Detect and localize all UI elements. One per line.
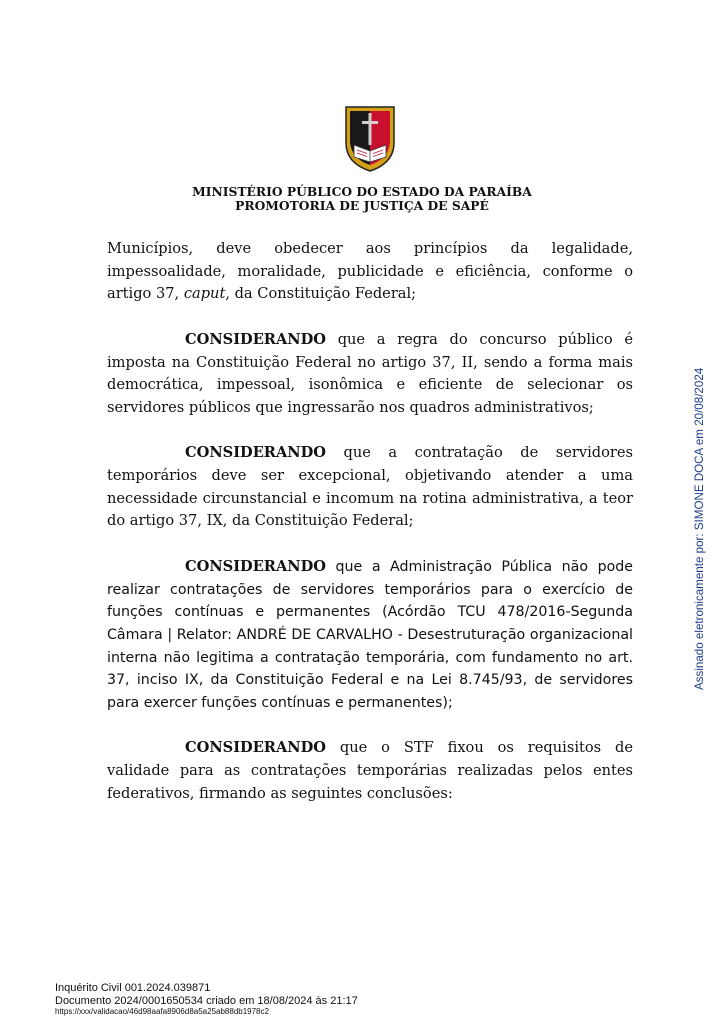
document-body [107,238,633,828]
paragraph-2-text: que a regra do concurso público é imposta na Constituição Federal no artigo 37, II, sendo a forma mais democrática, impessoal, isonômica e eficiente de selecionar os servidores públicos que ingressarão nos quadros administrativos; [107,330,633,416]
footer-inquiry: Inquérito Civil 001.2024.039871 [55,982,211,994]
paragraph-4-keyword: CONSIDERANDO [185,557,326,575]
footer-document-info: Documento 2024/0001650534 criado em 18/08/2024 às 21:17 [55,994,358,1007]
paragraph-4-text: que a Administração Pública não pode realizar contratações de servidores temporários para o exercício de funções contínuas e permanentes (Acórdão TCU 478/2016-Segunda Câmara | Relator: ANDRÉ DE CARVALHO - Desestruturação organizacional interna não legitima a contratação temporária, com fundamento no art. 37, inciso IX, da Constituição Federal e na Lei 8.745/93, de servidores para exercer funções contínuas e permanentes); [107,558,633,712]
paragraph-2-keyword: CONSIDERANDO [185,330,326,348]
document-header [0,185,724,213]
document-footer [55,982,358,1017]
paragraph-3 [107,442,633,533]
electronic-signature-note: Assinado eletronicamente por: SIMONE DOCA em 20/08/2024 [693,367,706,690]
mppb-emblem-icon [344,105,396,173]
paragraph-3-text: que a contratação de servidores temporários deve ser excepcional, objetivando atender a uma necessidade circunstancial e incomum na rotina administrativa, a teor do artigo 37, IX, da Constituição Federal; [107,444,633,530]
paragraph-4 [107,556,633,715]
footer-validation-link[interactable]: https://xxx/validacao/46d98aafa8906d8a5a25ab88db1978c2 [55,1007,269,1016]
paragraph-3-keyword: CONSIDERANDO [185,444,326,462]
paragraph-5-text: que o STF fixou os requisitos de validade para as contratações temporárias realizadas pelos entes federativos, firmando as seguintes conclusões: [107,739,633,802]
paragraph-1-text-b: , da Constituição Federal; [225,285,417,303]
paragraph-5 [107,737,633,805]
paragraph-1-text-a: Municípios, deve obedecer aos princípios da legalidade, impessoalidade, moralidade, publicidade e eficiência, conforme o artigo 37, [107,240,633,303]
paragraph-1 [107,238,633,306]
header-institution: MINISTÉRIO PÚBLICO DO ESTADO DA PARAÍBA [192,184,532,199]
paragraph-2 [107,329,633,420]
header-department: PROMOTORIA DE JUSTIÇA DE SAPÉ [235,198,489,213]
paragraph-1-italic: caput [183,285,226,303]
paragraph-5-keyword: CONSIDERANDO [185,739,326,757]
